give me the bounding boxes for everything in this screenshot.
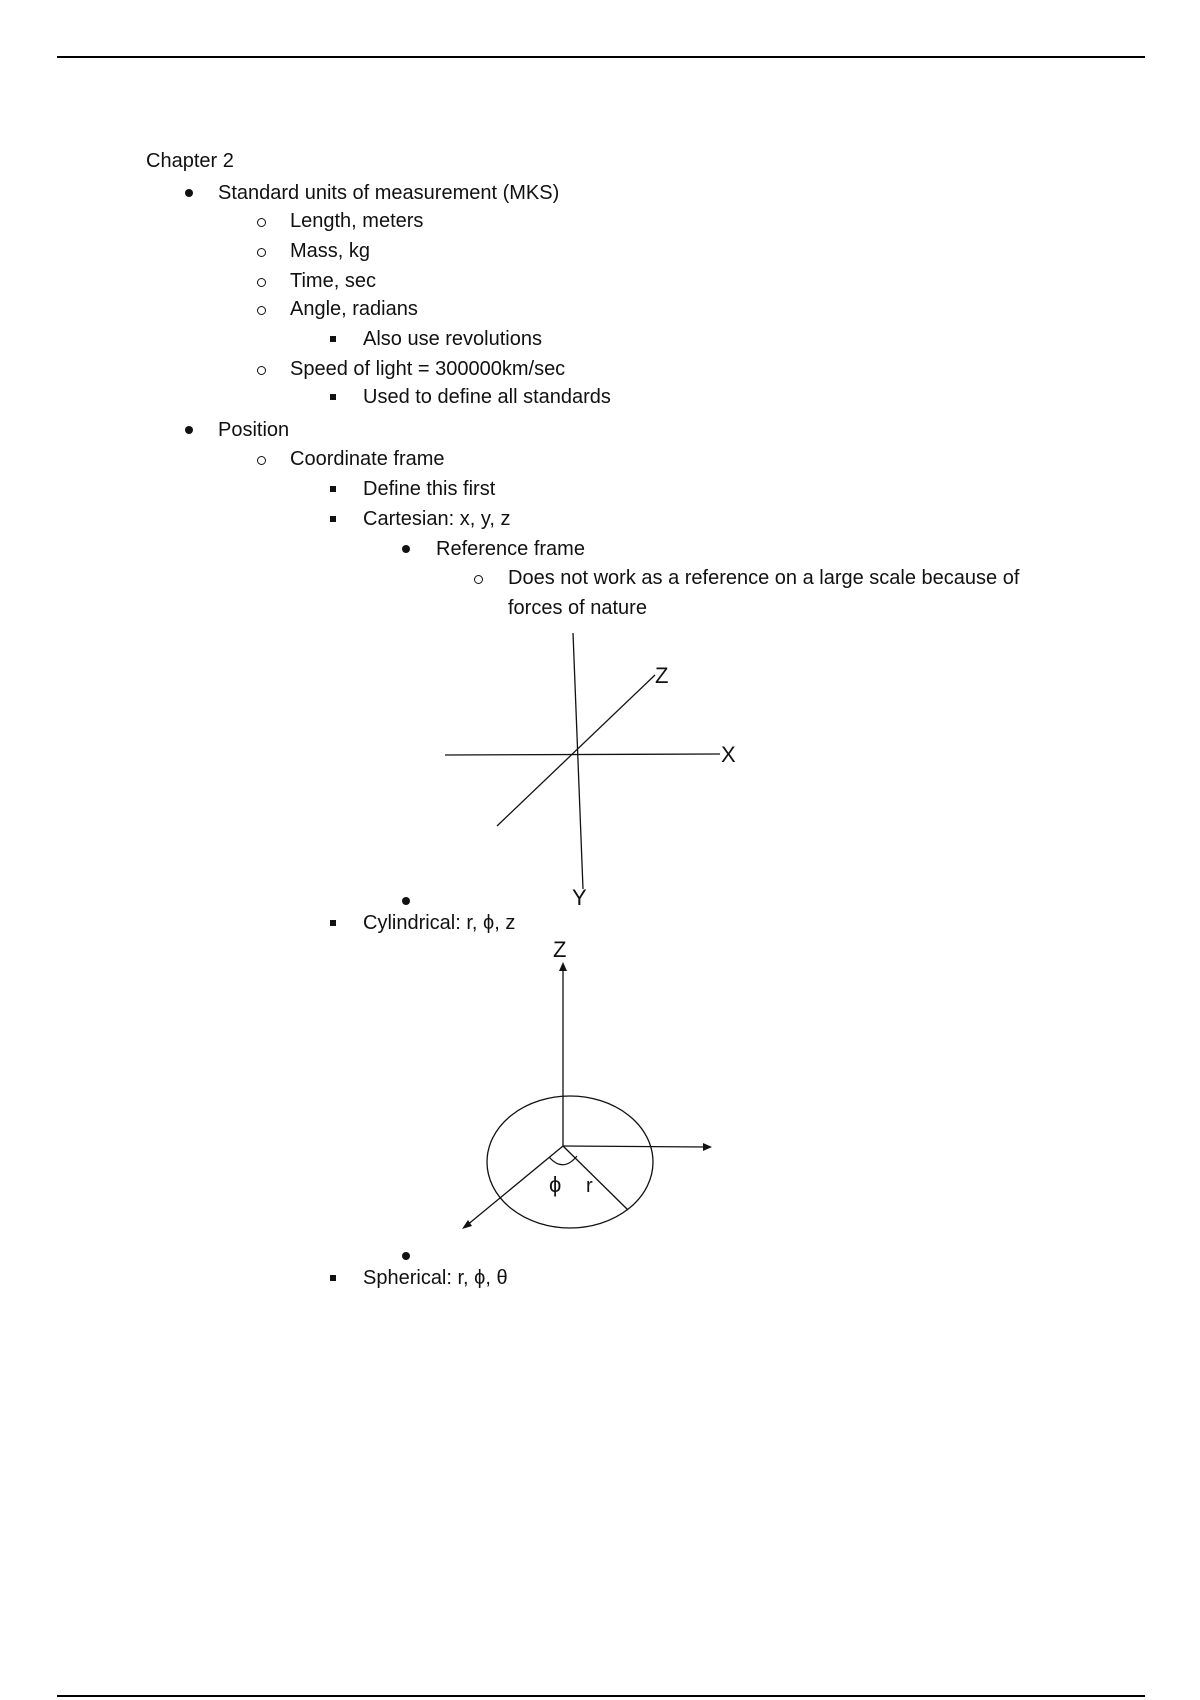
bullet-circle (257, 209, 267, 233)
radius-line (563, 1146, 628, 1210)
bullet-circle (257, 269, 267, 293)
outline-item: Speed of light = 300000km/sec (290, 358, 566, 380)
bullet-disc (402, 537, 412, 561)
outline-item: Does not work as a reference on a large scale because of (508, 567, 1020, 589)
z-axis-arrowhead (559, 962, 567, 971)
x-axis-line (445, 754, 720, 755)
bullet-square (330, 911, 340, 935)
bullet-square (330, 385, 340, 409)
x-axis-line (563, 1146, 706, 1147)
outline-item: Position (218, 419, 290, 441)
bullet-circle (257, 239, 267, 263)
bullet-disc (185, 181, 195, 205)
y-axis-label: Y (572, 885, 587, 910)
bullet-square (330, 327, 340, 351)
bullet-circle (257, 447, 267, 471)
bullet-square (330, 507, 340, 531)
bullet-circle (474, 566, 484, 590)
outline-item: Spherical: r, ϕ, θ (363, 1267, 508, 1289)
outline-item: Angle, radians (290, 298, 418, 320)
bullet-disc (185, 418, 195, 442)
bullet-square (330, 1266, 340, 1290)
cylindrical-coordinates-figure (450, 940, 730, 1230)
outline-item: Standard units of measurement (MKS) (218, 182, 560, 204)
bullet-circle (257, 357, 267, 381)
bullet-disc (402, 1244, 412, 1268)
outline-item: Mass, kg (290, 240, 371, 262)
radius-label: r (586, 1175, 593, 1197)
bullet-circle (257, 297, 267, 321)
outline-item: Also use revolutions (363, 328, 542, 350)
outline-item: Cartesian: x, y, z (363, 508, 511, 530)
outline-item-continued: forces of nature (508, 597, 647, 619)
outline-item: Reference frame (436, 538, 585, 560)
phi-angle-arc (549, 1156, 577, 1165)
outline-item: Cylindrical: r, ϕ, z (363, 912, 516, 934)
bottom-rule (57, 1695, 1145, 1697)
outline-item: Coordinate frame (290, 448, 445, 470)
z-axis-label: Z (655, 663, 669, 688)
outline-item: Used to define all standards (363, 386, 611, 408)
top-rule (57, 56, 1145, 58)
z-axis-label: Z (553, 940, 567, 962)
cartesian-axes-figure (430, 625, 770, 910)
bullet-disc (402, 889, 412, 913)
x-axis-label: X (721, 742, 736, 767)
y-axis-arrowhead (462, 1220, 472, 1229)
outline-item: Define this first (363, 478, 496, 500)
outline-item: Time, sec (290, 270, 376, 292)
x-axis-arrowhead (703, 1143, 712, 1151)
phi-label: ϕ (549, 1172, 562, 1197)
bullet-square (330, 477, 340, 501)
outline-item: Length, meters (290, 210, 424, 232)
y-axis-line (573, 633, 583, 889)
chapter-title: Chapter 2 (146, 150, 234, 172)
